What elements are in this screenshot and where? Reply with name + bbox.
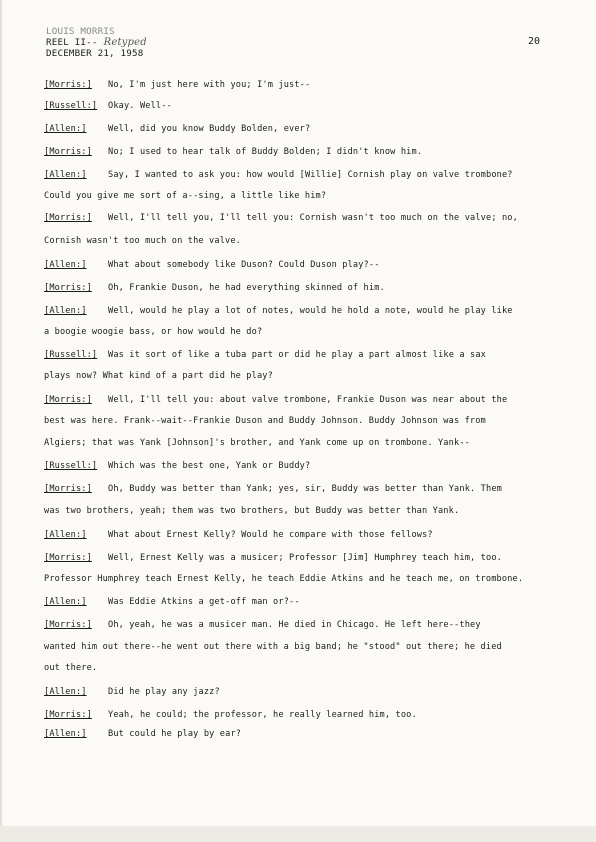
handwritten-note: Retyped: [103, 37, 147, 48]
dialogue-line: [44, 484, 502, 494]
speaker-label: [44, 306, 108, 316]
page-number: 20: [528, 36, 541, 47]
line-text: Oh, Buddy was better than Yank; yes, sir, Buddy was better than Yank. Them: [108, 484, 502, 494]
dialogue-line: [44, 461, 310, 471]
dialogue-line: [44, 170, 513, 180]
speaker-label: [44, 213, 108, 223]
dialogue-line: [44, 710, 417, 720]
speaker-name: [Allen:]: [44, 260, 87, 270]
line-text: Did he play any jazz?: [108, 687, 220, 697]
speaker-label: [44, 484, 108, 494]
line-text: plays now? What kind of a part did he play?: [44, 371, 273, 381]
dialogue-line: [44, 597, 300, 607]
header-reel: [46, 37, 147, 48]
line-text: wanted him out there--he went out there with a big band; he "stood" out there; he died: [44, 642, 502, 652]
speaker-label: [44, 729, 108, 739]
continuation-line: [44, 506, 459, 516]
speaker-name: [Allen:]: [44, 729, 87, 739]
continuation-line: [44, 236, 241, 246]
speaker-label: [44, 147, 108, 157]
document-header: [46, 26, 147, 59]
speaker-label: [44, 710, 108, 720]
speaker-name: [Morris:]: [44, 484, 92, 494]
line-text: Well, Ernest Kelly was a musicer; Professor [Jim] Humphrey teach him, too.: [108, 553, 502, 563]
speaker-name: [Morris:]: [44, 553, 92, 563]
speaker-label: [44, 124, 108, 134]
line-text: out there.: [44, 663, 98, 673]
dialogue-line: [44, 395, 507, 405]
speaker-name: [Russell:]: [44, 461, 98, 471]
dialogue-line: [44, 80, 310, 90]
line-text: Was it sort of like a tuba part or did he play a part almost like a sax: [108, 350, 486, 360]
line-text: What about Ernest Kelly? Would he compare with those fellows?: [108, 530, 433, 540]
line-text: Oh, yeah, he was a musicer man. He died in Chicago. He left here--they: [108, 620, 481, 630]
speaker-name: [Morris:]: [44, 80, 92, 90]
line-text: Well, I'll tell you: about valve trombone, Frankie Duson was near about the: [108, 395, 508, 405]
speaker-name: [Allen:]: [44, 170, 87, 180]
dialogue-line: [44, 687, 220, 697]
dialogue-line: [44, 101, 172, 111]
line-text: Cornish wasn't too much on the valve.: [44, 236, 241, 246]
continuation-line: [44, 438, 470, 448]
line-text: best was here. Frank--wait--Frankie Duson and Buddy Johnson. Buddy Johnson was from: [44, 416, 486, 426]
line-text: Well, would he play a lot of notes, would he hold a note, would he play like: [108, 306, 513, 316]
speaker-label: [44, 530, 108, 540]
dialogue-line: [44, 350, 486, 360]
speaker-name: [Morris:]: [44, 213, 92, 223]
line-text: No, I'm just here with you; I'm just--: [108, 80, 311, 90]
line-text: Okay. Well--: [108, 101, 172, 111]
speaker-label: [44, 283, 108, 293]
line-text: Oh, Frankie Duson, he had everything skinned of him.: [108, 283, 385, 293]
speaker-name: [Russell:]: [44, 350, 98, 360]
line-text: Which was the best one, Yank or Buddy?: [108, 461, 311, 471]
line-text: a boogie woogie bass, or how would he do?: [44, 327, 263, 337]
speaker-label: [44, 80, 108, 90]
line-text: Say, I wanted to ask you: how would [Willie] Cornish play on valve trombone?: [108, 170, 513, 180]
speaker-name: [Morris:]: [44, 395, 92, 405]
speaker-name: [Morris:]: [44, 283, 92, 293]
continuation-line: [44, 663, 97, 673]
speaker-name: [Allen:]: [44, 530, 87, 540]
header-reel-text: REEL II--: [46, 37, 98, 48]
dialogue-line: [44, 260, 380, 270]
dialogue-line: [44, 620, 481, 630]
speaker-label: [44, 101, 108, 111]
line-text: Professor Humphrey teach Ernest Kelly, he teach Eddie Atkins and he teach me, on trombone.: [44, 574, 524, 584]
continuation-line: [44, 371, 273, 381]
dialogue-line: [44, 729, 241, 739]
speaker-name: [Allen:]: [44, 687, 87, 697]
dialogue-line: [44, 553, 502, 563]
header-date: DECEMBER 21, 1958: [46, 48, 144, 59]
speaker-label: [44, 350, 108, 360]
dialogue-line: [44, 306, 513, 316]
line-text: Well, I'll tell you, I'll tell you: Cornish wasn't too much on the valve; no,: [108, 213, 518, 223]
speaker-name: [Morris:]: [44, 147, 92, 157]
dialogue-line: [44, 530, 433, 540]
dialogue-line: [44, 283, 385, 293]
line-text: But could he play by ear?: [108, 729, 242, 739]
line-text: No; I used to hear talk of Buddy Bolden; I didn't know him.: [108, 147, 423, 157]
dialogue-line: [44, 213, 518, 223]
speaker-label: [44, 260, 108, 270]
page-left-edge: [0, 0, 2, 842]
line-text: Yeah, he could; the professor, he really learned him, too.: [108, 710, 417, 720]
dialogue-line: [44, 147, 422, 157]
page-bottom-edge: [0, 826, 596, 842]
dialogue-line: [44, 124, 310, 134]
line-text: was two brothers, yeah; them was two brothers, but Buddy was better than Yank.: [44, 506, 460, 516]
continuation-line: [44, 574, 523, 584]
line-text: Was Eddie Atkins a get-off man or?--: [108, 597, 300, 607]
header-name: LOUIS MORRIS: [46, 26, 115, 37]
continuation-line: [44, 642, 502, 652]
line-text: Algiers; that was Yank [Johnson]'s brother, and Yank come up on trombone. Yank--: [44, 438, 470, 448]
speaker-name: [Allen:]: [44, 306, 87, 316]
speaker-label: [44, 553, 108, 563]
continuation-line: [44, 327, 262, 337]
speaker-label: [44, 395, 108, 405]
speaker-name: [Russell:]: [44, 101, 98, 111]
speaker-label: [44, 620, 108, 630]
speaker-label: [44, 461, 108, 471]
line-text: Could you give me sort of a--sing, a little like him?: [44, 191, 327, 201]
continuation-line: [44, 416, 486, 426]
speaker-name: [Allen:]: [44, 124, 87, 134]
line-text: What about somebody like Duson? Could Duson play?--: [108, 260, 380, 270]
speaker-name: [Allen:]: [44, 597, 87, 607]
speaker-name: [Morris:]: [44, 710, 92, 720]
line-text: Well, did you know Buddy Bolden, ever?: [108, 124, 311, 134]
continuation-line: [44, 191, 326, 201]
speaker-label: [44, 597, 108, 607]
speaker-name: [Morris:]: [44, 620, 92, 630]
speaker-label: [44, 687, 108, 697]
speaker-label: [44, 170, 108, 180]
